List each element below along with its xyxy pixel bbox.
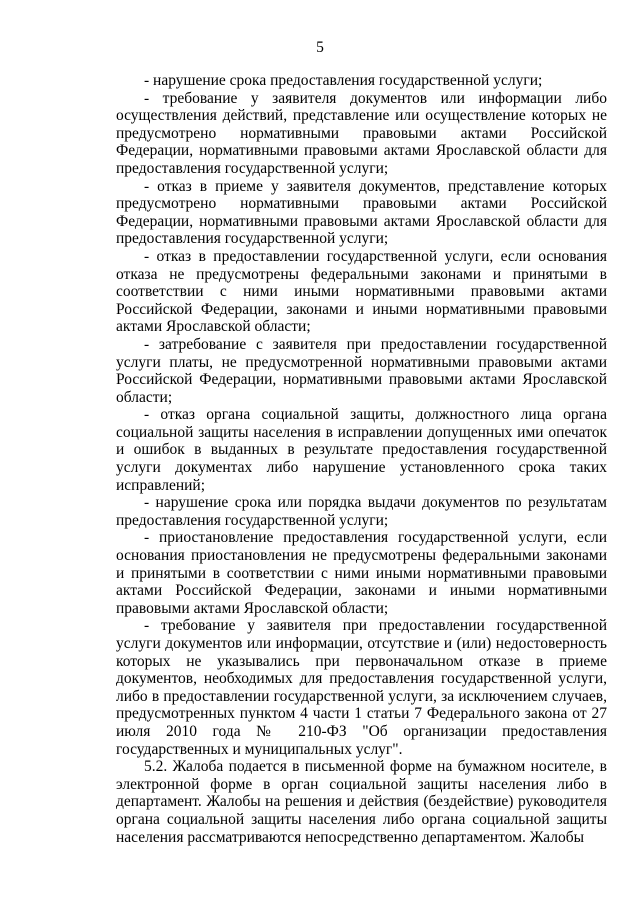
paragraph-excess-documents-requirement: - требование у заявителя документов или информации либо осуществления действий, представление или осуществление которых не предусмотрено нормативными правовыми актами Российской Федерации, нормативными правовыми актами Ярославской области для предоставления государственной услуги; <box>116 89 607 177</box>
paragraph-service-deadline-violation: - нарушение срока предоставления государственной услуги; <box>144 72 543 89</box>
paragraph-document-issue-violation: - нарушение срока или порядка выдачи документов по результатам предоставления государственной услуги; <box>116 494 607 529</box>
paragraph-service-suspension: - приостановление предоставления государственной услуги, если основания приостановления не предусмотрены федеральными законами и принятыми в соответствии с ними иными нормативными правовыми актами Российской Федерации, законами и иными нормативными правовыми актами Ярославской области; <box>116 529 607 617</box>
paragraph-correction-refusal: - отказ органа социальной защиты, должностного лица органа социальной защиты населения в исправлении допущенных ими опечаток и ошибок в выданных в результате предоставления государственной услуги документах либо нарушение установленного срока таких исправлений; <box>116 406 607 494</box>
paragraph-unmentioned-documents-requirement: - требование у заявителя при предоставлении государственной услуги документов или информации, отсутствие и (или) недостоверность которых не указывались при первоначальном отказе в приеме документов, необходимых для предоставления государственной услуги, либо в предоставлении государственной услуги, за исключением случаев, предусмотренных пунктом 4 части 1 статьи 7 Федерального закона от 27 июля 2010 года № 210-ФЗ "Об организации предоставления государственных и муниципальных услуг". <box>116 617 607 758</box>
page-number: 5 <box>316 39 324 56</box>
paragraph-complaint-submission: 5.2. Жалоба подается в письменной форме на бумажном носителе, в электронной форме в орган социальной защиты населения либо в департамент. Жалобы на решения и действия (бездействие) руководителя органа социальной защиты населения либо органа социальной защиты населения рассматриваются непосредственно департаментом. Жалобы <box>116 758 607 846</box>
paragraph-service-refusal: - отказ в предоставлении государственной услуги, если основания отказа не предусмотрены федеральными законами и принятыми в соответствии с ними иными нормативными правовыми актами Российской Федерации, законами и иными нормативными правовыми актами Ярославской области; <box>116 247 607 336</box>
paragraph-document-acceptance-refusal: - отказ в приеме у заявителя документов, представление которых предусмотрено нормативными правовыми актами Российской Федерации, нормативными правовыми актами Ярославской области для предоставления государственной услуги; <box>116 177 607 248</box>
document-body <box>116 72 607 846</box>
paragraph-unlawful-fee: - затребование с заявителя при предоставлении государственной услуги платы, не предусмотренной нормативными правовыми актами Российской Федерации, нормативными правовыми актами Ярославской области; <box>116 335 607 406</box>
